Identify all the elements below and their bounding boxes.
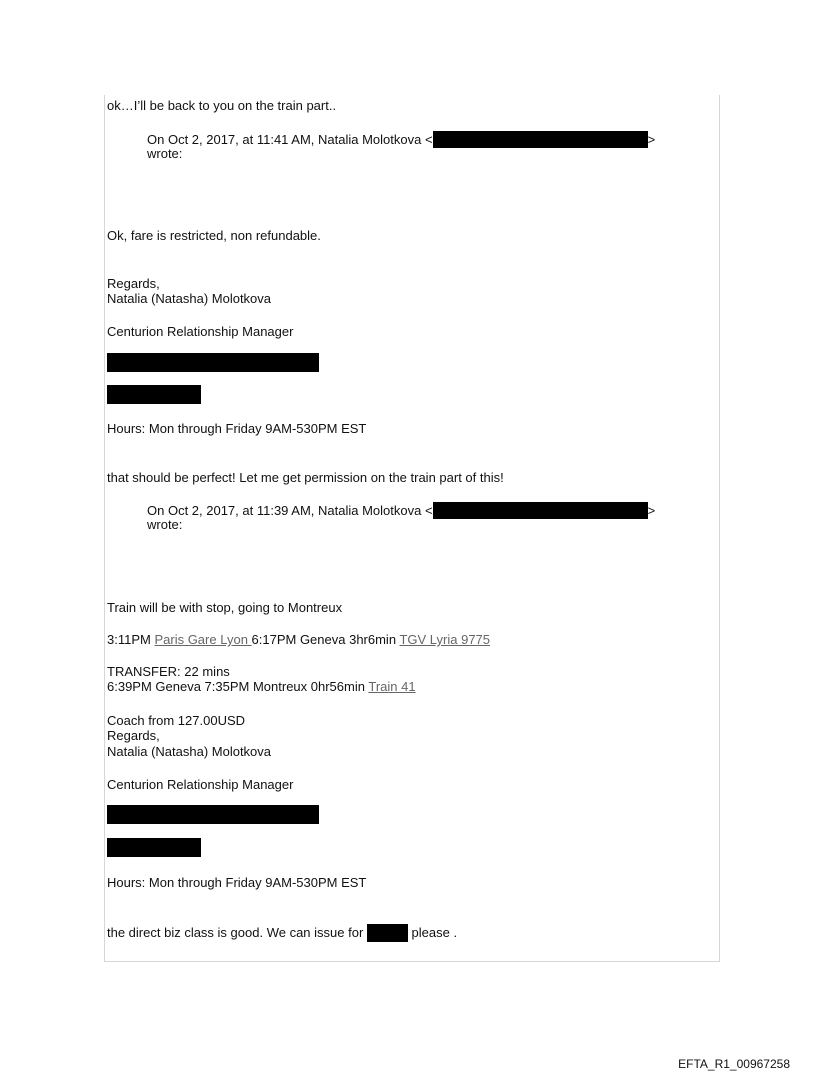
quote-header (147, 131, 655, 148)
transfer-info: TRANSFER: 22 mins (107, 664, 230, 679)
message-body: that should be perfect! Let me get permission on the train part of this! (107, 470, 504, 485)
quote-header-text: On Oct 2, 2017, at 11:39 AM, Natalia Molotkova < (147, 503, 433, 518)
redacted-name-block (367, 924, 408, 942)
redacted-block (107, 353, 319, 372)
redacted-block (107, 838, 201, 857)
quote-header-text: On Oct 2, 2017, at 11:41 AM, Natalia Molotkova < (147, 132, 433, 147)
leg2-text: 6:39PM Geneva 7:35PM Montreux 0hr56min (107, 679, 365, 694)
quote-header-suffix: > (647, 503, 656, 518)
message-text: the direct biz class is good. We can issue for (107, 925, 364, 940)
email-thread-frame (104, 95, 720, 962)
message-body: ok…I’ll be back to you on the train part.. (107, 98, 337, 113)
message-body (107, 924, 457, 942)
redacted-block (107, 805, 319, 824)
train-link[interactable]: Train 41 (368, 679, 416, 694)
signature-name: Natalia (Natasha) Molotkova (107, 291, 272, 306)
redacted-email-block (433, 131, 648, 148)
redacted-email-block (433, 502, 648, 519)
signature-title: Centurion Relationship Manager (107, 777, 294, 792)
coach-price: Coach from 127.00USD (107, 713, 246, 728)
redacted-block (107, 385, 201, 404)
message-body: Ok, fare is restricted, non refundable. (107, 228, 321, 243)
train-link[interactable]: TGV Lyria 9775 (399, 632, 491, 647)
leg1-depart: 3:11PM (107, 632, 151, 647)
message-text-end: please . (411, 925, 458, 940)
signature-name: Natalia (Natasha) Molotkova (107, 744, 272, 759)
quote-wrote: wrote: (147, 146, 183, 161)
quote-wrote: wrote: (147, 517, 183, 532)
train-leg-1 (107, 632, 490, 647)
signature-regards: Regards, (107, 276, 160, 291)
signature-regards: Regards, (107, 728, 160, 743)
train-leg-2 (107, 679, 416, 694)
signature-title: Centurion Relationship Manager (107, 324, 294, 339)
station-link[interactable]: Paris Gare Lyon (154, 632, 252, 647)
quote-header (147, 502, 655, 519)
document-id: EFTA_R1_00967258 (678, 1057, 790, 1071)
message-body: Train will be with stop, going to Montreux (107, 600, 343, 615)
signature-hours: Hours: Mon through Friday 9AM-530PM EST (107, 421, 367, 436)
signature-hours: Hours: Mon through Friday 9AM-530PM EST (107, 875, 367, 890)
leg1-arrive: 6:17PM Geneva 3hr6min (251, 632, 397, 647)
quote-header-suffix: > (647, 132, 656, 147)
